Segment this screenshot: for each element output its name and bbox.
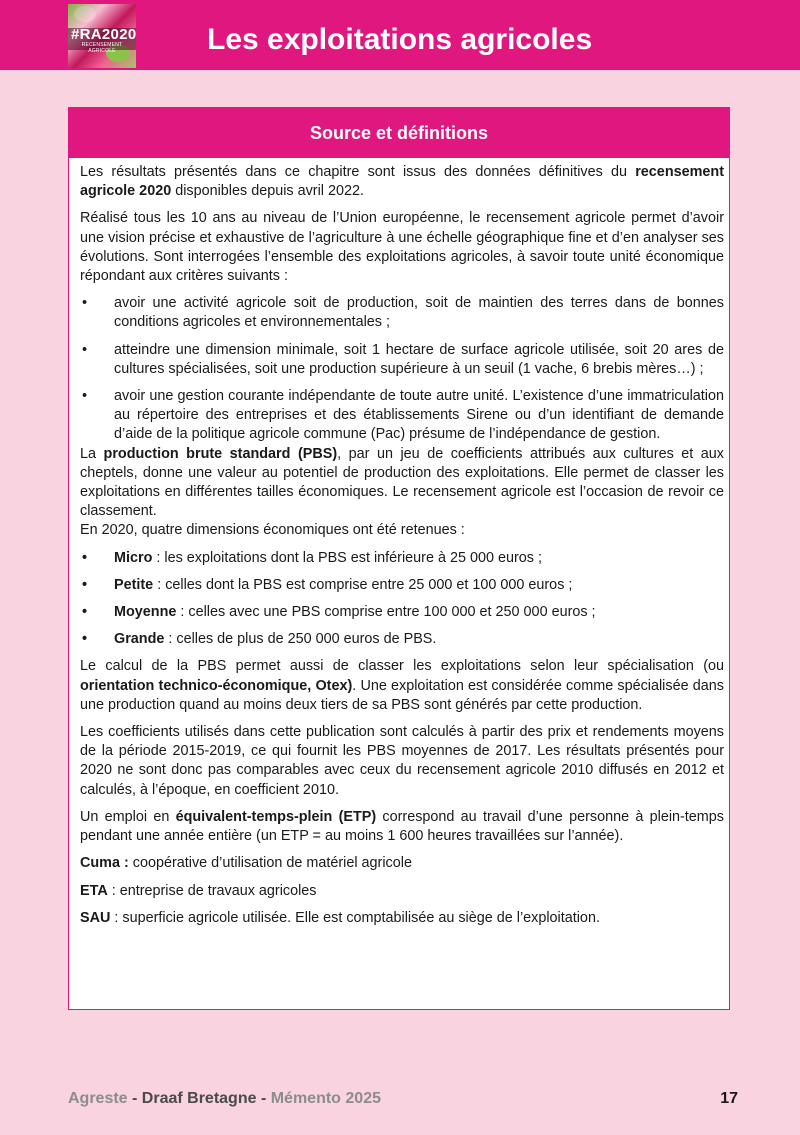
bullet-icon: •	[82, 549, 88, 566]
otex-text: Le calcul de la PBS permet aussi de classer les exploitations selon leur spécialisation (ou	[80, 658, 724, 675]
list-item	[80, 576, 724, 595]
intro-text: Les résultats présentés dans ce chapitre sont issus des données définitives du	[80, 164, 636, 180]
etp-text-end: correspond au travail d’une personne à plein-temps pendant une année entière (un ETP = au moins 1 600 heures travaillées sur l’année).	[80, 808, 724, 845]
page-footer	[68, 1088, 738, 1110]
pbs-paragraph	[80, 445, 724, 522]
panel-title: Source et définitions	[69, 108, 729, 158]
bullet-icon: •	[82, 604, 88, 621]
list-item	[80, 603, 724, 622]
dimensions-intro: En 2020, quatre dimensions économiques ont été retenues :	[80, 522, 465, 539]
dimensions-list	[80, 549, 724, 650]
footer-draaf: Draaf Bretagne	[141, 1090, 257, 1107]
footer-separator: -	[127, 1090, 142, 1107]
otex-emphasis: orientation technico-économique, Otex)	[80, 677, 353, 694]
otex-text-end: . Une exploitation est considérée comme spécialisée dans une production quand au moins deux tiers de sa PBS sont générés par cette production.	[80, 677, 724, 713]
dimension-desc: : celles dont la PBS est comprise entre 25 000 et 100 000 euros ;	[153, 576, 573, 593]
sau-term: SAU	[80, 909, 111, 926]
definitions-panel	[68, 107, 730, 1010]
logo-subtitle: RECENSEMENT AGRICOLE	[81, 42, 123, 54]
logo-decoration	[74, 6, 96, 22]
pbs-emphasis: production brute standard (PBS)	[103, 445, 338, 462]
page-header	[0, 0, 800, 70]
criteria-list	[80, 294, 724, 444]
etp-emphasis: équivalent-temps-plein (ETP)	[175, 808, 377, 825]
pbs-text: La	[80, 445, 104, 462]
intro-emphasis: recensement agricole 2020	[80, 164, 724, 200]
eta-term: ETA	[80, 882, 108, 899]
dimension-name: Petite	[114, 576, 154, 593]
bullet-icon: •	[82, 295, 88, 312]
footer-separator: -	[256, 1090, 271, 1107]
footer-agreste: Agreste	[68, 1090, 128, 1107]
eta-def: : entreprise de travaux agricoles	[107, 882, 317, 899]
pbs-text-end: , par un jeu de coefficients attribués aux cultures et aux cheptels, donne une valeur au potentiel de production des exploitations. Elle permet de classer les exploitations en différentes tailles économiques. Le recensement agricole est l’occasion de revoir ce classement.	[80, 445, 724, 520]
eta-definition	[80, 882, 724, 901]
cuma-definition	[80, 854, 724, 873]
bullet-icon: •	[82, 631, 88, 648]
list-item	[80, 387, 724, 445]
footer-memento: Mémento 2025	[270, 1090, 381, 1107]
criterion-text: avoir une activité agricole soit de production, soit de maintien des terres dans de bonnes conditions agricoles et environnementales ;	[114, 295, 724, 331]
page-number: 17	[720, 1090, 738, 1107]
etp-text: Un emploi en	[80, 808, 176, 825]
bullet-icon: •	[82, 388, 88, 405]
list-item	[80, 549, 724, 568]
intro-paragraph	[80, 163, 724, 201]
logo-tag: #RA2020	[71, 26, 136, 43]
intro-text-end: disponibles depuis avril 2022.	[171, 183, 365, 200]
etp-paragraph	[80, 808, 724, 846]
sau-definition	[80, 909, 724, 928]
otex-paragraph	[80, 657, 724, 715]
ra2020-logo	[68, 4, 136, 68]
criterion-text: avoir une gestion courante indépendante de toute autre unité. L’existence d’une immatriculation au répertoire des entreprises et des établissements Sirene ou d’un identifiant de demande d’aide de la politique agricole commune (Pac) présume de l’indépendance de gestion.	[114, 388, 724, 443]
census-paragraph: Réalisé tous les 10 ans au niveau de l’Union européenne, le recensement agricole permet d’avoir une vision précise et exhaustive de l’agriculture à une échelle géographique fine et d’en analyser ses évolutions. Sont interrogées l’ensemble des exploitations agricoles, à savoir toute unité économique répondant aux critères suivants :	[80, 210, 724, 285]
dimension-desc: : celles avec une PBS comprise entre 100 000 et 250 000 euros ;	[176, 604, 596, 621]
criterion-text: atteindre une dimension minimale, soit 1 hectare de surface agricole utilisée, soit 20 ares de cultures spécialisées, soit une production supérieure à un seuil (1 vache, 6 brebis mères…) ;	[114, 341, 724, 377]
dimension-desc: : celles de plus de 250 000 euros de PBS.	[164, 631, 437, 648]
sau-def: : superficie agricole utilisée. Elle est comptabilisée au siège de l’exploitation.	[110, 909, 600, 926]
cuma-term: Cuma :	[80, 855, 129, 872]
bullet-icon: •	[82, 576, 88, 593]
list-item	[80, 630, 724, 649]
dimension-name: Micro	[114, 549, 153, 566]
cuma-def: coopérative d’utilisation de matériel agricole	[128, 855, 412, 872]
bullet-icon: •	[82, 341, 88, 358]
dimension-desc: : les exploitations dont la PBS est inférieure à 25 000 euros ;	[152, 549, 542, 566]
page-title: Les exploitations agricoles	[207, 23, 593, 56]
coefficients-paragraph: Les coefficients utilisés dans cette publication sont calculés à partir des prix et rendements moyens de la période 2015-2019, ce qui fournit les PBS moyennes de 2017. Les résultats présentés pour 2020 ne sont donc pas comparables avec ceux du recensement agricole 2010 diffusés en 2012 et calculés, à l’époque, en coefficient 2010.	[80, 724, 724, 798]
list-item	[80, 294, 724, 332]
dimension-name: Grande	[114, 631, 165, 648]
dimension-name: Moyenne	[114, 604, 177, 621]
panel-body	[69, 158, 729, 928]
list-item	[80, 341, 724, 379]
